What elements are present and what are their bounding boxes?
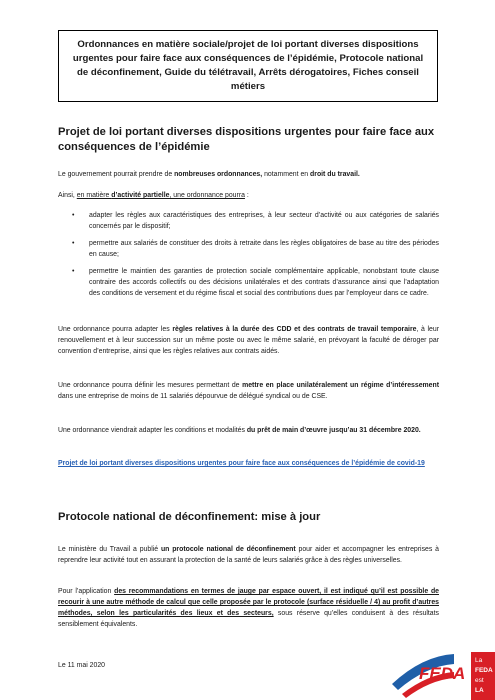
jauge-bold-underline: des recommandations en termes de jauge par espace ouvert, il est indiqué qu’il est possible de recourir à une autre méthode de calcul que celle proposée par le protocole (surface résiduelle / 4) au profit d’autres méthodes, selon les particularités des lieux et des secteurs, <box>58 588 439 617</box>
logo-text: FEDA <box>419 664 466 683</box>
section1-pret <box>58 425 439 436</box>
section1-cdd <box>58 324 439 357</box>
cdd-text-2: , à leur renouvellement et à leur succession sur un même poste ou avec le même salarié, en prévoyant la faculté de déroger par convention d’entreprise, ainsi que les règles relatives aux contrats aidés. <box>58 326 439 355</box>
logo-side-text-1: La <box>475 657 483 664</box>
list-item-text: adapter les règles aux caractéristiques des entreprises, à leur secteur d’activité ou aux catégories de salariés concernés par le dispositif; <box>89 212 439 230</box>
bullet-icon: • <box>72 268 75 275</box>
logo-side-text-4: LA <box>475 687 484 694</box>
intro-text-2: notamment en <box>262 171 311 178</box>
section2-p2 <box>58 586 439 630</box>
ainsi-bold-underline: d’activité partielle <box>111 192 170 199</box>
ainsi-text: Ainsi, <box>58 192 77 199</box>
pret-text: Une ordonnance viendrait adapter les conditions et modalités <box>58 427 247 434</box>
section1-intro <box>58 169 439 180</box>
protocole-text: Le ministère du Travail a publié <box>58 546 161 553</box>
jauge-text-2: sous réserve qu’elles conduisent à des résultats sensiblement équivalents. <box>58 610 439 628</box>
feda-logo <box>392 644 495 700</box>
cdd-text: Une ordonnance pourra adapter les <box>58 326 173 333</box>
interessement-text-2: dans une entreprise de moins de 11 salariés dépourvue de délégué syndical ou de CSE. <box>58 393 328 400</box>
ainsi-colon: : <box>244 192 249 199</box>
logo-side-text-3: est <box>475 677 484 684</box>
logo-side-text-2: FEDA <box>475 667 493 674</box>
section1-ainsi <box>58 190 439 201</box>
pret-bold: du prêt de main d’œuvre jusqu’au 31 décembre 2020. <box>246 427 421 434</box>
intro-text: Le gouvernement pourrait prendre de <box>58 171 175 178</box>
title-box <box>58 30 438 102</box>
list-item <box>58 238 439 260</box>
cdd-bold: règles relatives à la durée des CDD et des contrats de travail temporaire <box>172 326 417 333</box>
section1-interessement <box>58 380 439 402</box>
bullet-icon: • <box>72 212 75 219</box>
projet-de-loi-link[interactable]: Projet de loi portant diverses dispositions urgentes pour faire face aux conséquences de l’épidémie de covid-19 <box>58 460 425 467</box>
activite-partielle-list <box>58 210 439 305</box>
interessement-bold: mettre en place unilatéralement un régime d’intéressement <box>242 382 439 389</box>
section2-heading: Protocole national de déconfinement: mise à jour <box>58 511 321 523</box>
intro-bold-ordonnances: nombreuses ordonnances, <box>174 171 263 178</box>
list-item-text: permettre le maintien des garanties de protection sociale complémentaire applicable, nonobstant toute clause contraire des accords collectifs ou des décisions unilatérales et des contrats d’assurance ainsi que l’adaptation des conditions de versement et du régime fiscal et social des contributions dues par l’employeur dans ce cadre. <box>89 268 439 297</box>
footer-date: Le 11 mai 2020 <box>58 662 105 669</box>
section1-link-paragraph <box>58 458 439 469</box>
document-title: Ordonnances en matière sociale/projet de loi portant diverses dispositions urgentes pour faire face aux conséquences de l’épidémie, Protocole national de déconfinement, Guide du télétravail, Arrêts dérogatoires, Fiches conseil métiers <box>72 39 424 92</box>
bullet-icon: • <box>72 240 75 247</box>
interessement-text: Une ordonnance pourra définir les mesures permettant de <box>58 382 243 389</box>
protocole-bold: un protocole national de déconfinement <box>160 546 296 553</box>
intro-bold-droit: droit du travail. <box>310 171 360 178</box>
section2-p1 <box>58 544 439 566</box>
protocole-text-2: pour aider et accompagner les entreprises à reprendre leur activité tout en assurant la protection de la santé de leurs salariés grâce à des règles universelles. <box>58 546 439 564</box>
jauge-text: Pour l’application <box>58 588 115 595</box>
list-item-text: permettre aux salariés de constituer des droits à retraite dans les règles obligatoires de base au titre des périodes en cause; <box>89 240 439 258</box>
section1-heading: Projet de loi portant diverses dispositions urgentes pour faire face aux conséquences de l’épidémie <box>58 126 435 153</box>
ainsi-underline-2: , une ordonnance pourra <box>169 192 245 199</box>
list-item <box>58 266 439 299</box>
list-item <box>58 210 439 232</box>
ainsi-underline-1: en matière <box>76 192 112 199</box>
